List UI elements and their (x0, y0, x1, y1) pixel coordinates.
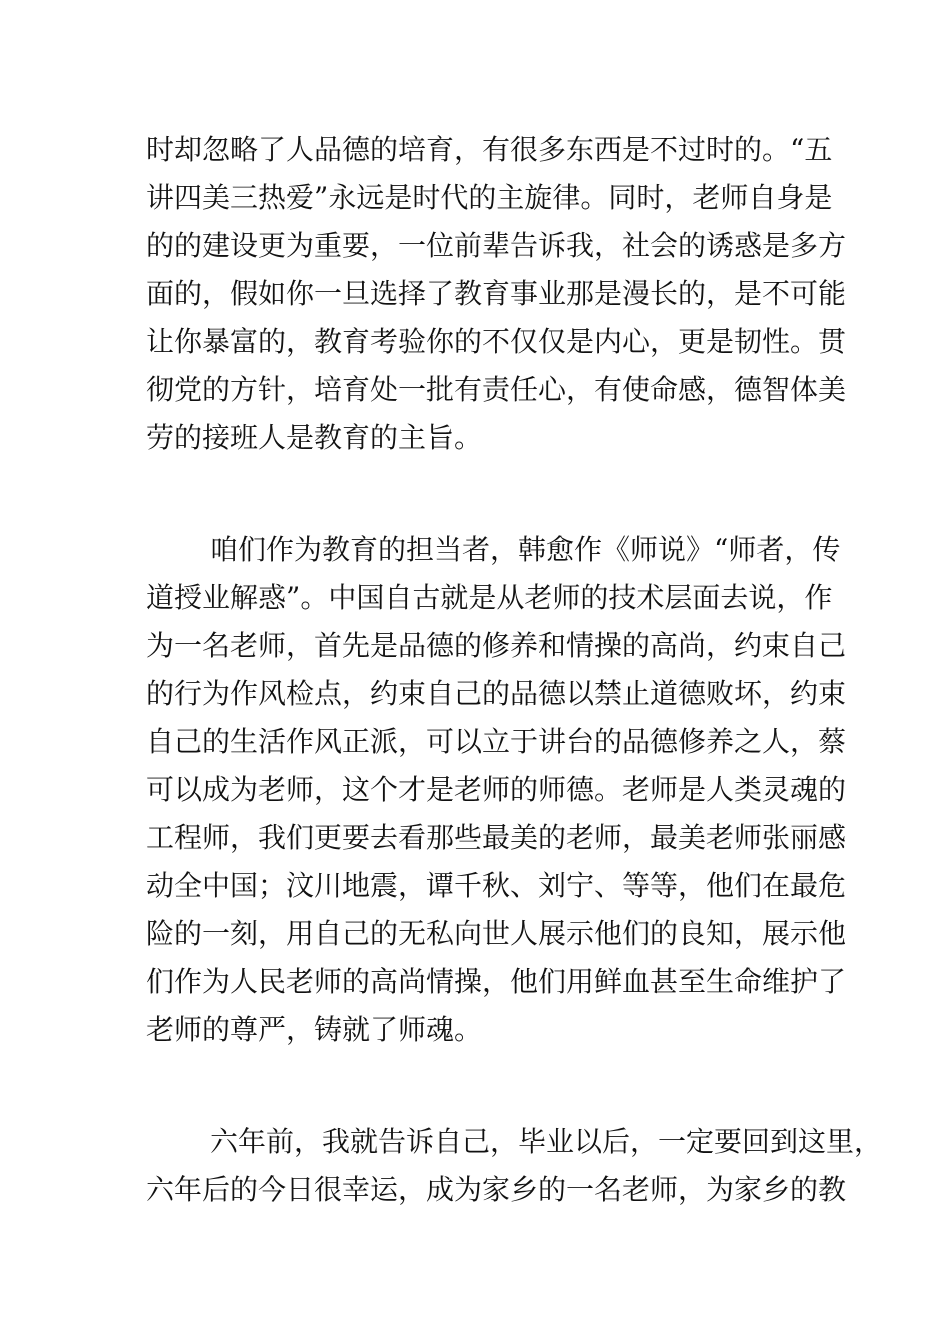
paragraph-1-line-5: 让你暴富的，教育考验你的不仅仅是内心，更是韧性。贯 (146, 325, 847, 358)
paragraph-3-line-1: 六年前，我就告诉自己，毕业以后，一定要回到这里， (210, 1125, 883, 1158)
paragraph-2-line-3: 为一名老师，首先是品德的修养和情操的高尚，约束自己 (146, 629, 847, 662)
paragraph-1-line-2: 讲四美三热爱”永远是时代的主旋律。同时，老师自身是 (146, 181, 833, 214)
paragraph-1-line-4: 面的，假如你一旦选择了教育事业那是漫长的，是不可能 (146, 277, 847, 310)
paragraph-1-line-1: 时却忽略了人品德的培育，有很多东西是不过时的。“五 (146, 133, 833, 166)
paragraph-3-line-2: 六年后的今日很幸运，成为家乡的一名老师，为家乡的教 (146, 1173, 847, 1206)
paragraph-2-line-11: 老师的尊严，铸就了师魂。 (146, 1013, 483, 1046)
paragraph-2-line-9: 险的一刻，用自己的无私向世人展示他们的良知，展示他 (146, 917, 847, 950)
paragraph-2-line-5: 自己的生活作风正派，可以立于讲台的品德修养之人，蔡 (146, 725, 847, 758)
paragraph-1-line-6: 彻党的方针，培育处一批有责任心，有使命感，德智体美 (146, 373, 847, 406)
paragraph-2-line-10: 们作为人民老师的高尚情操，他们用鲜血甚至生命维护了 (146, 965, 847, 998)
paragraph-2-line-2: 道授业解惑”。中国自古就是从老师的技术层面去说，作 (146, 581, 833, 614)
paragraph-2-line-6: 可以成为老师，这个才是老师的师德。老师是人类灵魂的 (146, 773, 847, 806)
paragraph-2-line-7: 工程师，我们更要去看那些最美的老师，最美老师张丽感 (146, 821, 847, 854)
paragraph-1-line-7: 劳的接班人是教育的主旨。 (146, 421, 483, 454)
paragraph-2-line-8: 动全中国；汶川地震，谭千秋、刘宁、等等，他们在最危 (146, 869, 847, 902)
paragraph-2-line-4: 的行为作风检点，约束自己的品德以禁止道德败坏，约束 (146, 677, 847, 710)
paragraph-2-line-1: 咱们作为教育的担当者，韩愈作《师说》“师者，传 (210, 533, 841, 566)
paragraph-1-line-3: 的的建设更为重要，一位前辈告诉我，社会的诱惑是多方 (146, 229, 847, 262)
